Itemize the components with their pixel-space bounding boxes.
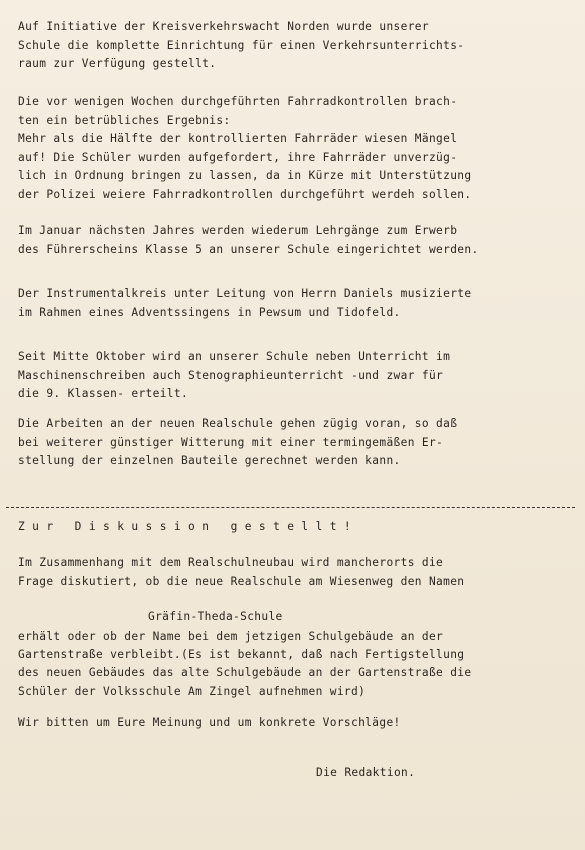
text-line: Im Zusammenhang mit dem Realschulneubau wird mancherorts die [18,556,444,569]
discussion-intro [18,554,577,591]
paragraph-verkehrsunterricht [18,18,577,74]
text-line: Im Januar nächsten Jahres werden wiederum Lehrgänge zum Erwerb [18,224,458,237]
discussion-body [18,628,577,701]
text-line: Der Instrumentalkreis unter Leitung von Herrn Daniels musizierte [18,287,472,300]
appeal [18,714,577,733]
text-line: Seit Mitte Oktober wird an unserer Schule neben Unterricht im [18,350,451,363]
text-line: im Rahmen eines Adventssingens in Pewsum und Tidofeld. [18,305,401,319]
text-line: Schule die komplette Einrichtung für einen Verkehrsunterrichts- [18,38,465,52]
paragraph-fuehrerschein [18,222,577,259]
text-line: des Führerscheins Klasse 5 an unserer Schule eingerichtet werden. [18,242,479,256]
school-name-text: Gräfin-Theda-Schule [148,610,283,623]
text-line: Die vor wenigen Wochen durchgeführten Fahrradkontrollen brach- [18,95,458,108]
text-line: auf! Die Schüler wurden aufgefordert, ihre Fahrräder unverzüg- [18,150,458,164]
paragraph-realschule-bau [18,415,577,471]
signature-text: Die Redaktion. [316,766,416,779]
text-line: Mehr als die Hälfte der kontrollierten Fahrräder wiesen Mängel [18,132,458,146]
text-line: bei weiterer günstiger Witterung mit einer termingemäßen Er- [18,435,444,449]
text-line: raum zur Verfügung gestellt. [18,57,217,71]
text-line: lich in Ordnung bringen zu lassen, da in Kürze mit Unterstützung [18,169,472,183]
proposed-school-name [148,608,577,627]
paragraph-stenographie [18,348,577,404]
text-line: Schüler der Volksschule Am Zingel aufnehmen wird) [18,684,366,698]
paragraph-fahrradkontrollen [18,93,577,205]
text-line: der Polizei weiere Fahrradkontrollen durchgeführt werdeh sollen. [18,187,472,201]
text-line: erhält oder ob der Name bei dem jetzigen Schulgebäude an der [18,630,444,643]
text-line: Die Arbeiten an der neuen Realschule gehen zügig voran, so daß [18,417,458,430]
text-line: Frage diskutiert, ob die neue Realschule am Wiesenweg den Namen [18,574,465,588]
discussion-heading [18,518,577,537]
appeal-text: Wir bitten um Eure Meinung und um konkrete Vorschläge! [18,716,401,729]
text-line: die 9. Klassen- erteilt. [18,387,189,401]
paragraph-instrumentalkreis [18,285,577,322]
text-line: ten ein betrübliches Ergebnis: [18,113,231,127]
text-line: Maschinenschreiben auch Stenographieunterricht -und zwar für [18,368,444,382]
dashed-divider [6,507,575,508]
text-line: stellung der einzelnen Bauteile gerechnet werden kann. [18,454,401,468]
text-line: Gartenstraße verbleibt.(Es ist bekannt, daß nach Fertigstellung [18,648,465,662]
signature [316,764,577,783]
text-line: Auf Initiative der Kreisverkehrswacht Norden wurde unserer [18,20,429,33]
section-heading: Z u r D i s k u s s i o n g e s t e l l t ! [18,520,352,533]
text-line: des neuen Gebäudes das alte Schulgebäude an der Gartenstraße die [18,666,472,680]
